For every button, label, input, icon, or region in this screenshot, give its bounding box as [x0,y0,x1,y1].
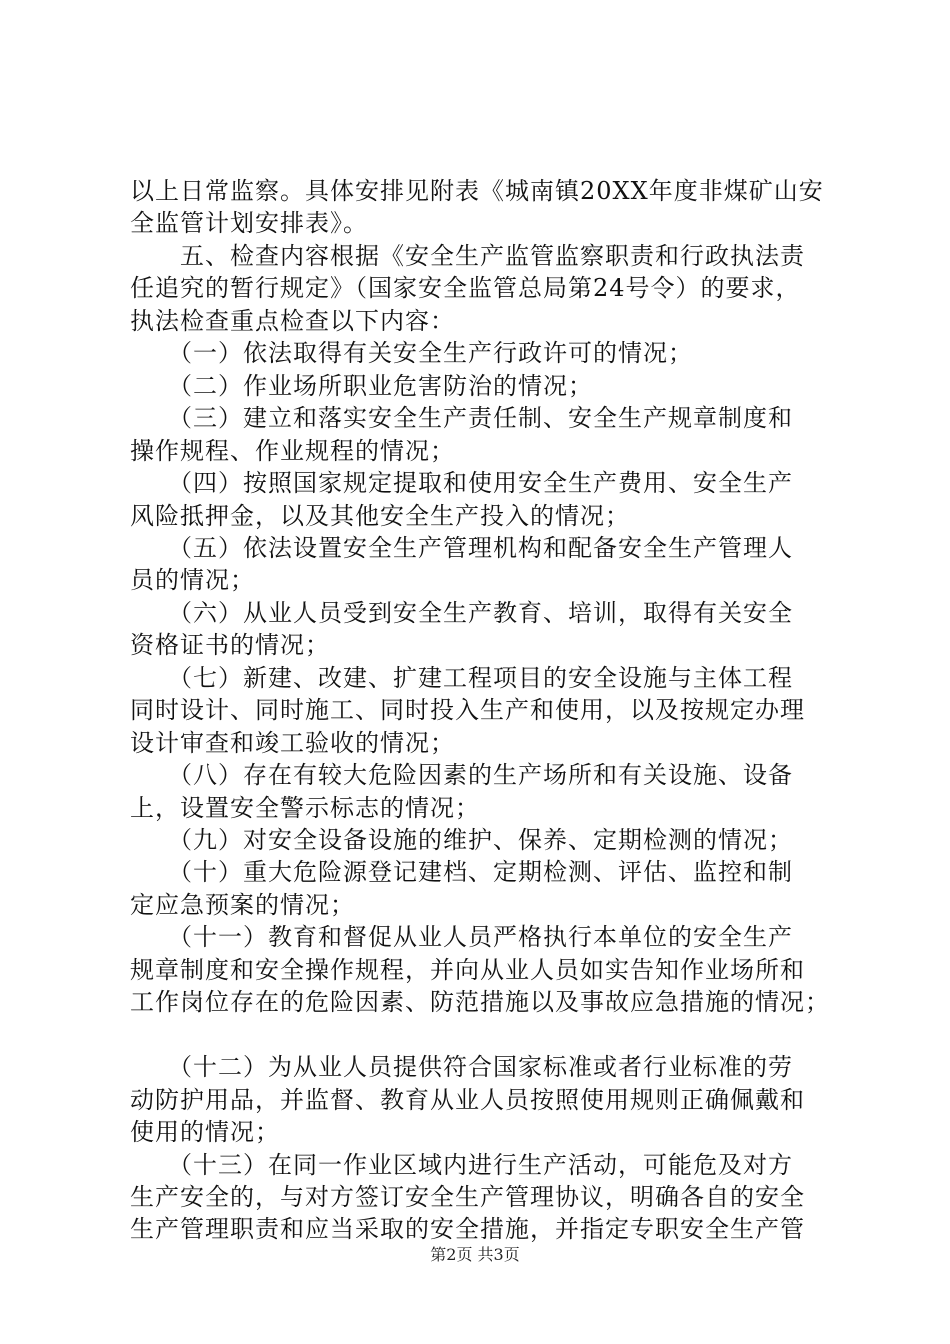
body-text-line: 执法检查重点检查以下内容： [130,307,455,335]
body-text-line: 动防护用品，并监督、教育从业人员按照使用规则正确佩戴和 [130,1086,805,1114]
body-text-line: （十二）为从业人员提供符合国家标准或者行业标准的劳 [130,1053,793,1081]
body-text-line: 资格证书的情况； [130,631,330,659]
body-text-line: 员的情况； [130,566,255,594]
body-text-line: （十一）教育和督促从业人员严格执行本单位的安全生产 [130,923,793,951]
body-text-line: 五、检查内容根据《安全生产监管监察职责和行政执法责 [130,242,805,270]
body-text-line: 工作岗位存在的危险因素、防范措施以及事故应急措施的情况； [130,988,830,1016]
body-text-line: 使用的情况； [130,1118,280,1146]
body-text-line: （十三）在同一作业区域内进行生产活动，可能危及对方 [130,1151,793,1179]
body-text-line: 同时设计、同时施工、同时投入生产和使用，以及按规定办理 [130,696,805,724]
body-text-line: （八）存在有较大危险因素的生产场所和有关设施、设备 [130,761,793,789]
body-text-line: 操作规程、作业规程的情况； [130,437,455,465]
body-text-line: （七）新建、改建、扩建工程项目的安全设施与主体工程 [130,664,793,692]
body-text-line: 设计审查和竣工验收的情况； [130,729,455,757]
body-text-line: （六）从业人员受到安全生产教育、培训，取得有关安全 [130,599,793,627]
body-text-line: 生产安全的，与对方签订安全生产管理协议，明确各自的安全 [130,1183,805,1211]
body-text-line: 定应急预案的情况； [130,891,355,919]
body-text-line: （三）建立和落实安全生产责任制、安全生产规章制度和 [130,404,793,432]
body-text-line: （一）依法取得有关安全生产行政许可的情况； [130,339,693,367]
body-text-line: （二）作业场所职业危害防治的情况； [130,372,593,400]
body-text-line: （四）按照国家规定提取和使用安全生产费用、安全生产 [130,469,793,497]
page-number-footer: 第2页 共3页 [430,1245,520,1264]
body-text-line: （九）对安全设备设施的维护、保养、定期检测的情况； [130,826,793,854]
body-text-line: 任追究的暂行规定》（国家安全监管总局第24号令）的要求， [130,274,801,302]
body-text-line: 生产管理职责和应当采取的安全措施，并指定专职安全生产管 [130,1215,805,1243]
body-text-line: 上，设置安全警示标志的情况； [130,794,480,822]
body-text-line: 以上日常监察。具体安排见附表《城南镇20XX年度非煤矿山安 [130,177,824,205]
body-text-line: 全监管计划安排表》。 [130,209,368,237]
body-text-line: （十）重大危险源登记建档、定期检测、评估、监控和制 [130,858,793,886]
body-text-line: 风险抵押金，以及其他安全生产投入的情况； [130,502,630,530]
body-text-line: （五）依法设置安全生产管理机构和配备安全生产管理人 [130,534,793,562]
body-text-line: 规章制度和安全操作规程，并向从业人员如实告知作业场所和 [130,956,805,984]
